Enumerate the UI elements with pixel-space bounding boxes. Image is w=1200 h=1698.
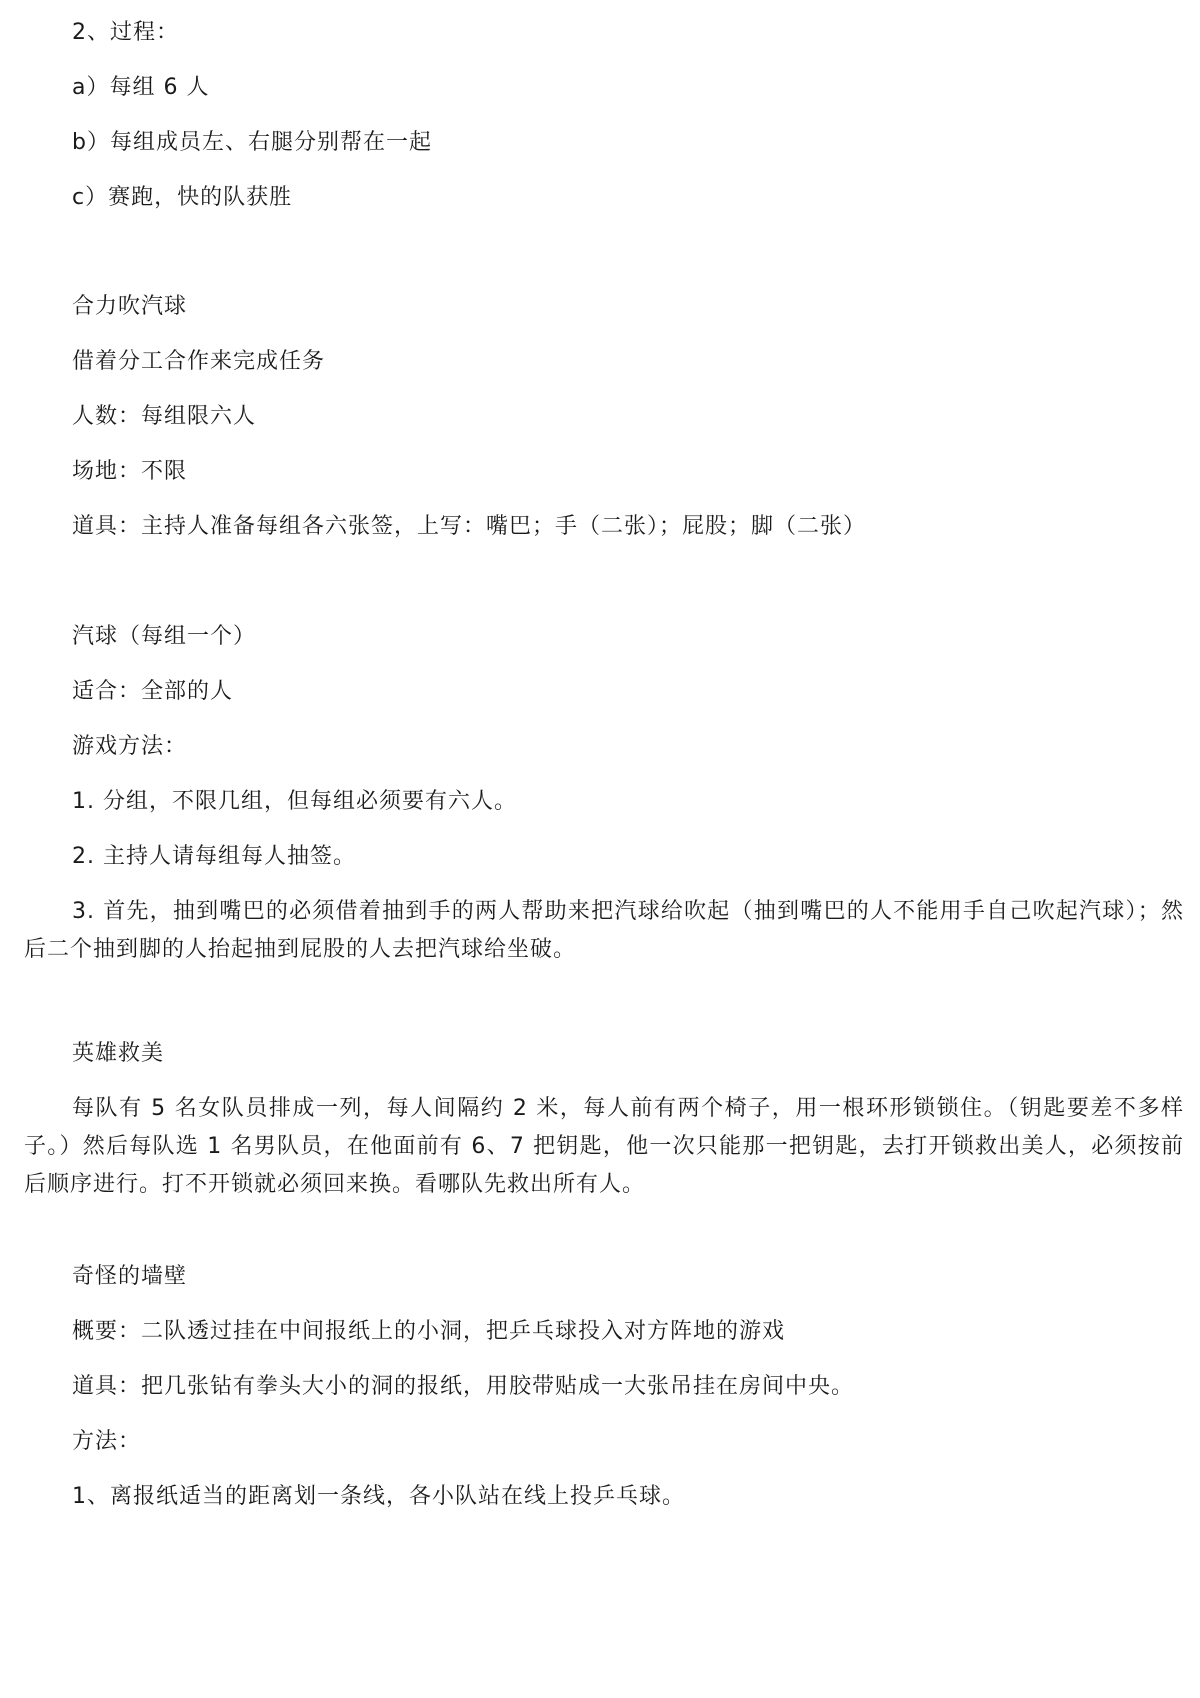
game-title-hero: 英雄救美 <box>72 1041 165 1066</box>
balloon-step-2: 2. 主持人请每组每人抽签。 <box>72 844 356 869</box>
wall-step-1: 1、离报纸适当的距离划一条线，各小队站在线上投乒乓球。 <box>72 1484 685 1509</box>
balloon-method-heading: 游戏方法： <box>72 734 188 759</box>
wall-method-heading: 方法： <box>72 1429 142 1454</box>
wall-summary: 概要：二队透过挂在中间报纸上的小洞，把乒乓球投入对方阵地的游戏 <box>72 1319 786 1344</box>
wall-props: 道具：把几张钻有拳头大小的洞的报纸，用胶带贴成一大张吊挂在房间中央。 <box>72 1374 855 1399</box>
process-step-c: c）赛跑，快的队获胜 <box>72 185 293 210</box>
process-step-b: b）每组成员左、右腿分别帮在一起 <box>72 130 432 155</box>
balloon-people: 人数：每组限六人 <box>72 404 257 429</box>
game-title-wall: 奇怪的墙壁 <box>72 1264 188 1289</box>
hero-description: 每队有 5 名女队员排成一列，每人间隔约 2 米，每人前有两个椅子，用一根环形锁锁住。（钥匙要差不多样子。）然后每队选 1 名男队员，在他面前有 6、7 把钥匙，他一次只能那一把钥匙，去打开锁救出美人，必须按前后顺序进行。打不开锁就必须回来换。看哪队先救出所有人。 <box>24 1096 1184 1197</box>
balloon-summary: 借着分工合作来完成任务 <box>72 349 326 374</box>
balloon-props: 道具：主持人准备每组各六张签，上写：嘴巴；手（二张）；屁股；脚（二张） <box>72 514 867 539</box>
process-step-a: a）每组 6 人 <box>72 75 210 100</box>
balloon-step-1: 1. 分组，不限几组，但每组必须要有六人。 <box>72 789 517 814</box>
game-title-balloon: 合力吹汽球 <box>72 294 188 319</box>
process-heading: 2、过程： <box>72 20 179 45</box>
balloon-suitable: 适合：全部的人 <box>72 679 234 704</box>
balloon-venue: 场地：不限 <box>72 459 188 484</box>
balloon-props-extra: 汽球（每组一个） <box>72 624 257 649</box>
balloon-step-3: 3. 首先，抽到嘴巴的必须借着抽到手的两人帮助来把汽球给吹起（抽到嘴巴的人不能用手自己吹起汽球）；然后二个抽到脚的人抬起抽到屁股的人去把汽球给坐破。 <box>24 899 1184 962</box>
